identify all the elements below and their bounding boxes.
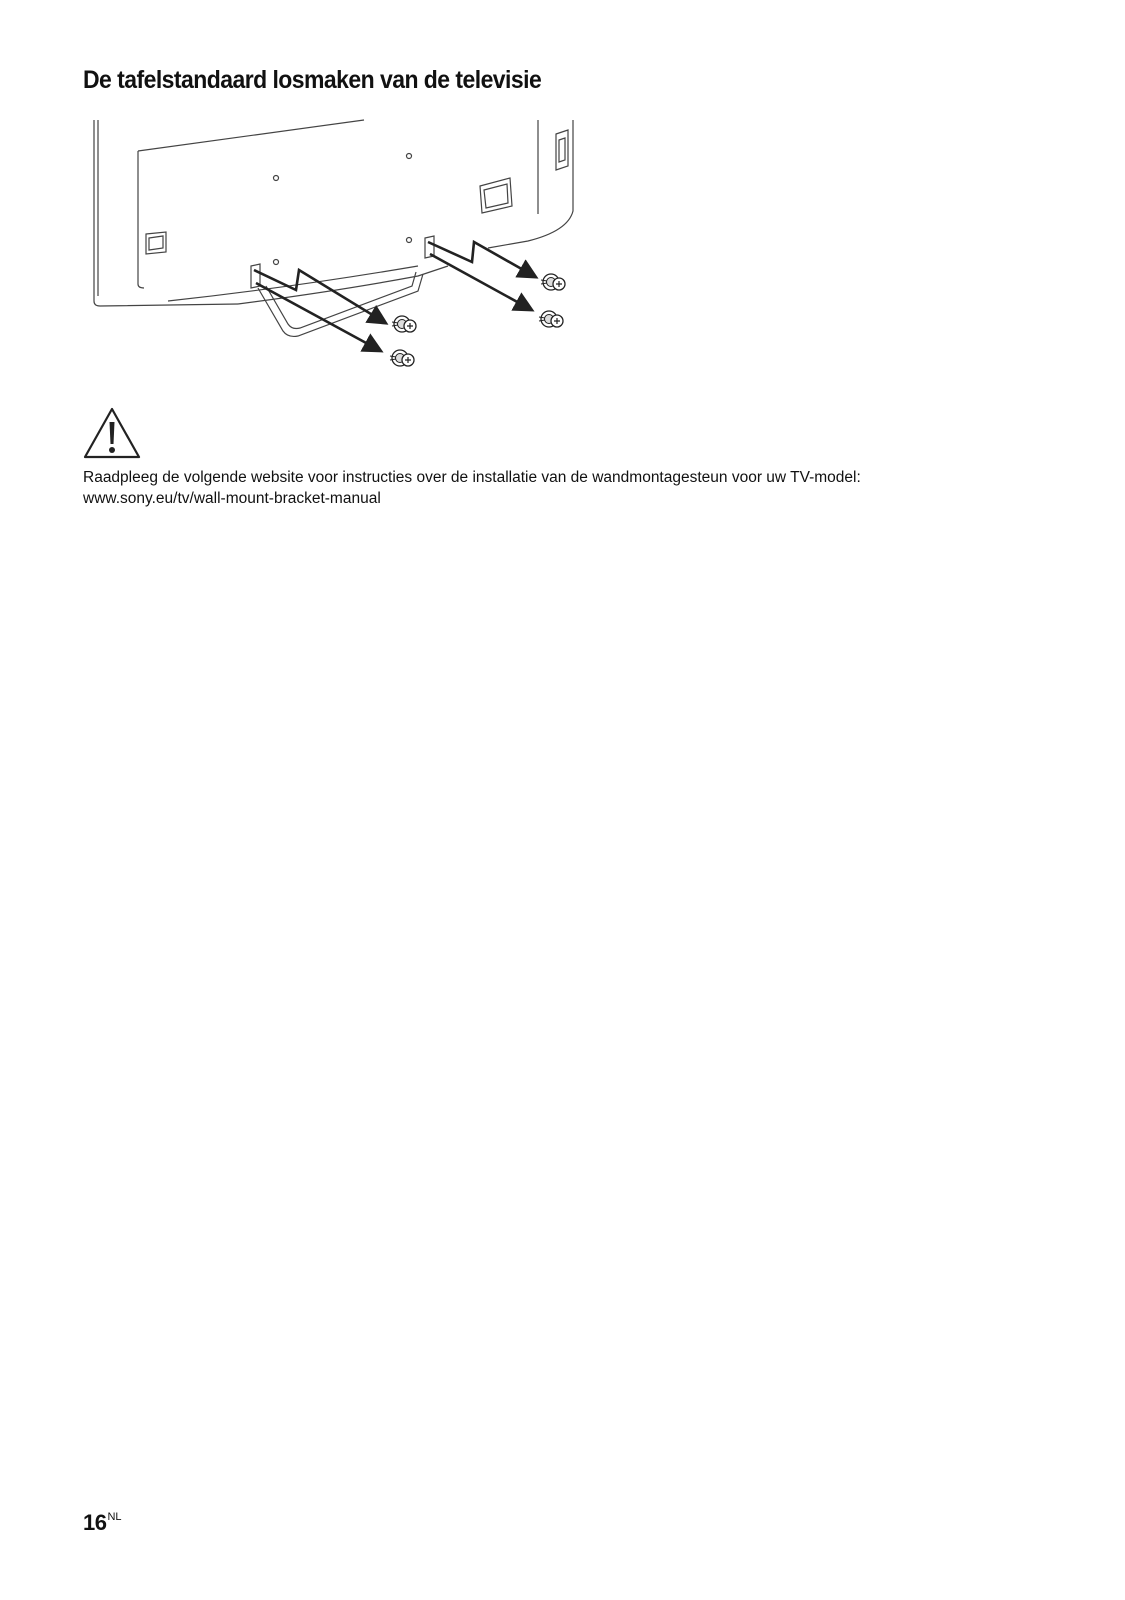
page-footer [83, 1510, 122, 1536]
instruction-block [83, 467, 1073, 509]
manual-url: www.sony.eu/tv/wall-mount-bracket-manual [83, 490, 381, 507]
tv-stand-removal-illustration [88, 116, 598, 386]
instruction-text: Raadpleeg de volgende website voor instructies over de installatie van de wandmontagesteun voor uw TV-model: [83, 469, 861, 486]
page-number: 16 [83, 1510, 107, 1535]
warning-triangle-icon [82, 406, 142, 460]
language-code: NL [107, 1511, 122, 1523]
page-title: De tafelstandaard losmaken van de televisie [83, 66, 542, 94]
